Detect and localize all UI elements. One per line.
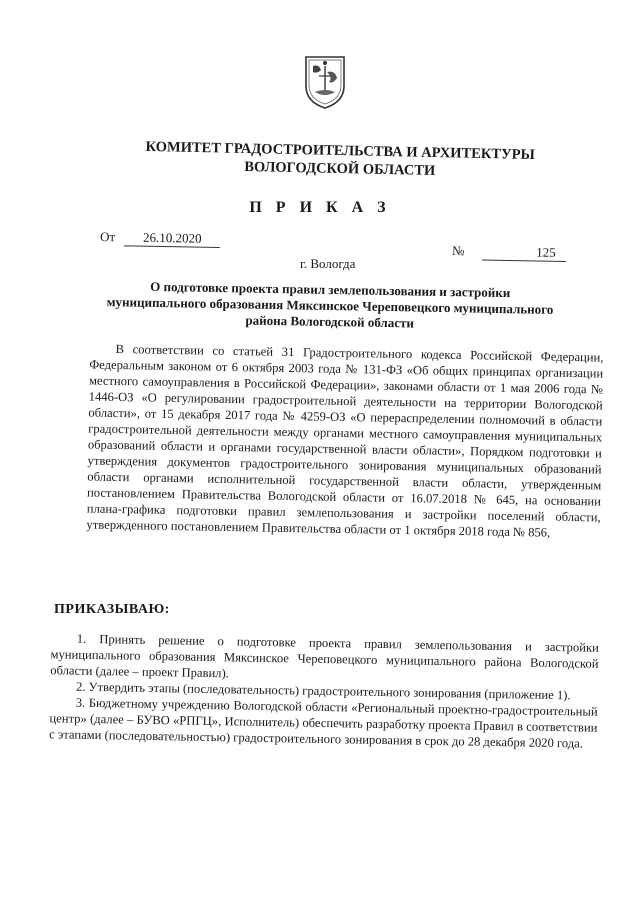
order-subject-line2: муниципального образования Мяксинское Череповецкого муниципального (106, 294, 554, 317)
date-value: 26.10.2020 (124, 229, 220, 248)
organization-name-line2: ВОЛОГОДСКОЙ ОБЛАСТИ (244, 158, 436, 179)
date-prefix: От (99, 228, 116, 245)
preamble-paragraph: В соответствии со статьей 31 Градостроительного кодекса Российской Федерации, Федеральным законом от 6 октября 2003 года № 131-ФЗ «Об общих принципах организации местного самоуправления в Российской Федерации», законами области от 1 мая 2006 года № 1446-ОЗ «О регулировании градостроительной деятельности на территории Вологодской области», от 15 декабря 2017 года № 4259-ОЗ «О перераспределении полномочий в области градостроительной деятельности между органами местного самоуправления муниципальных образований области и органами государственной власти области», Порядком подготовки и утверждения документов градостроительного зонирования муниципальных образований области органами исполнительной государственной власти области, утвержденным постановлением Правительства Вологодской области от 16.07.2018 № 645, на основании плана-графика подготовки правил землепользования и застройки поселений области, утвержденного постановлением Правительства области от 1 октября 2018 года № 856, (86, 341, 604, 540)
order-items (49, 630, 599, 752)
command-heading: ПРИКАЗЫВАЮ: (54, 602, 170, 617)
order-subject (80, 278, 581, 335)
organization-name (120, 137, 561, 182)
order-item: 3. Бюджетному учреждению Вологодской области «Региональный проектно-градостроительный центр» (далее – БУВО «РПГЦ», Исполнитель) обеспечить разработку проекта Правил в соответствии с этапами (последовательностью) градостроительного зонирования в срок до 28 декабря 2020 года. (49, 695, 598, 751)
organization-name-line1: КОМИТЕТ ГРАДОСТРОИТЕЛЬСТВА И АРХИТЕКТУРЫ (145, 138, 535, 164)
number-value: 125 (482, 244, 566, 262)
order-item: 1. Принять решение о подготовке проекта правил землепользования и застройки муниципального образования Мяксинское Череповецкого муниципального района Вологодской области (далее – проект Правил). (50, 631, 599, 681)
order-subject-line3: района Вологодской области (245, 312, 415, 331)
order-date (100, 229, 221, 248)
document-type-title: П Р И К А З (249, 199, 391, 216)
vologda-coat-of-arms-icon (303, 54, 347, 110)
order-number (452, 243, 566, 262)
city: г. Вологда (300, 256, 356, 271)
number-prefix: № (451, 243, 465, 259)
order-subject-line1: О подготовке проекта правил землепользования и застройки (150, 278, 511, 301)
order-item: 2. Утвердить этапы (последовательность) градостроительного зонирования (приложение 1). (75, 679, 571, 703)
